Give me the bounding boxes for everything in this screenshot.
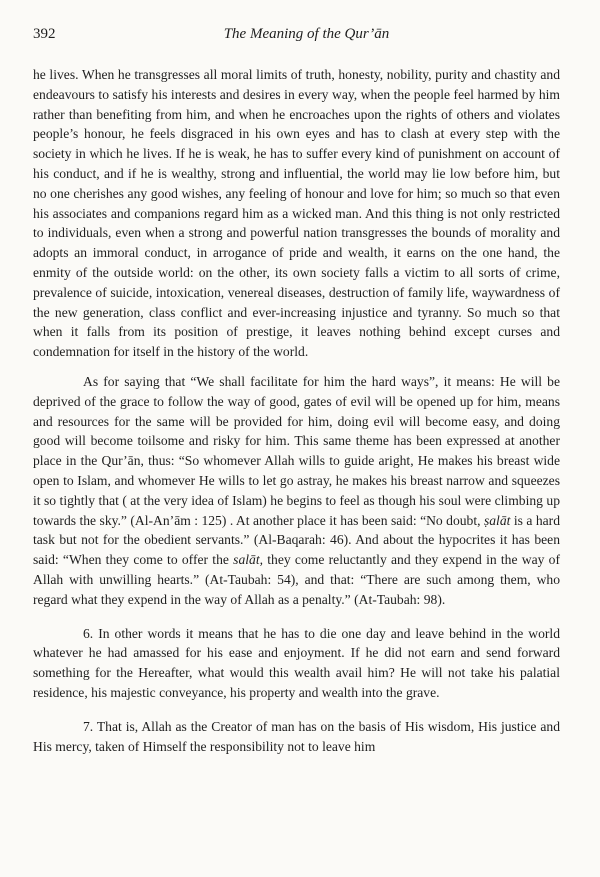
page-header xyxy=(33,26,560,48)
body-text xyxy=(33,65,560,756)
footnote-7: 7. That is, Allah as the Creator of man has on the basis of His wisdom, His justice and His mercy, taken of Himself the responsibility not to leave him xyxy=(33,718,560,754)
term-salat-2: salāt, xyxy=(233,552,264,568)
footnote-6: 6. In other words it means that he has to die one day and leave behind in the world whatever he had amassed for his ease and enjoyment. If he did not earn and send forward something for the Hereafter, what would this wealth avail him? He will not take his palatial residence, his majestic conveyance, his property and wealth into the grave. xyxy=(33,625,560,700)
paragraph-hard-ways xyxy=(33,372,560,610)
paragraph-hard-ways-text-1: As for saying that “We shall facilitate for him the hard ways”, it means: He will be deprived of the grace to follow the way of good, gates of evil will be opened up for him, means and resources for the same will be provided for him, doing evil will become easy, and doing good will become toilsome and risky for him. This same theme has been expressed at another place in the Qur’ān, thus: “So whomever Allah wills to guide aright, He makes his breast wide open to Islam, and whomever He wills to let go astray, he makes his breast narrow and squeezes it so tightly that ( at the very idea of Islam) he begins to feel as though his soul were climbing up towards the sky.” (Al-An’ām : 125) . At another place it has been said: “No doubt, xyxy=(33,373,560,528)
running-title: The Meaning of the Qur’ān xyxy=(223,26,390,42)
paragraph-continuation: he lives. When he transgresses all moral limits of truth, honesty, nobility, purity and chastity and endeavours to satisfy his interests and desires in every way, when the people feel harmed by him rather than benefiting from him, and when he encroaches upon the rights of others and violates people’s honour, he feels disgraced in his own eyes and has to clash at every step with the society in which he lives. If he is weak, he has to suffer every kind of punishment on account of his conduct, and if he is wealthy, strong and influential, the world may lie low before him, but no one cherishes any good wishes, any feeling of honour and love for him; so much so that even his associates and companions regard him as a wicked man. And this thing is not only restricted to individuals, even when a strong and powerful nation transgresses the bounds of morality and adopts an immoral conduct, in arrogance of pride and wealth, it earns on the one hand, the enmity of the outside world: on the other, its own society falls a victim to all sorts of crime, prevalence of suicide, intoxication, venereal diseases, destruction of family life, waywardness of the new generation, class conflict and ever-increasing injustice and tyranny. So much so that when it falls from its position of prestige, it leaves nothing behind except curses and condemnation for itself in the history of the world. xyxy=(33,67,560,360)
paragraph-hard-ways-text-2: is a hard task but not for the obedient servants.” (Al-Baqarah: 46). And about the hypocrites it has been said: “When they come to offer the xyxy=(33,512,560,568)
term-salat-1: ṣalāt xyxy=(483,512,511,528)
page-number: 392 xyxy=(33,26,56,42)
paragraph-hard-ways-text-3: they come reluctantly and they expend in the way of Allah with unwilling hearts.” (At-Taubah: 54), and that: “There are such among them, who regard what they expend in the way of Allah as a penalty.” (At-Taubah: 98). xyxy=(33,552,560,607)
